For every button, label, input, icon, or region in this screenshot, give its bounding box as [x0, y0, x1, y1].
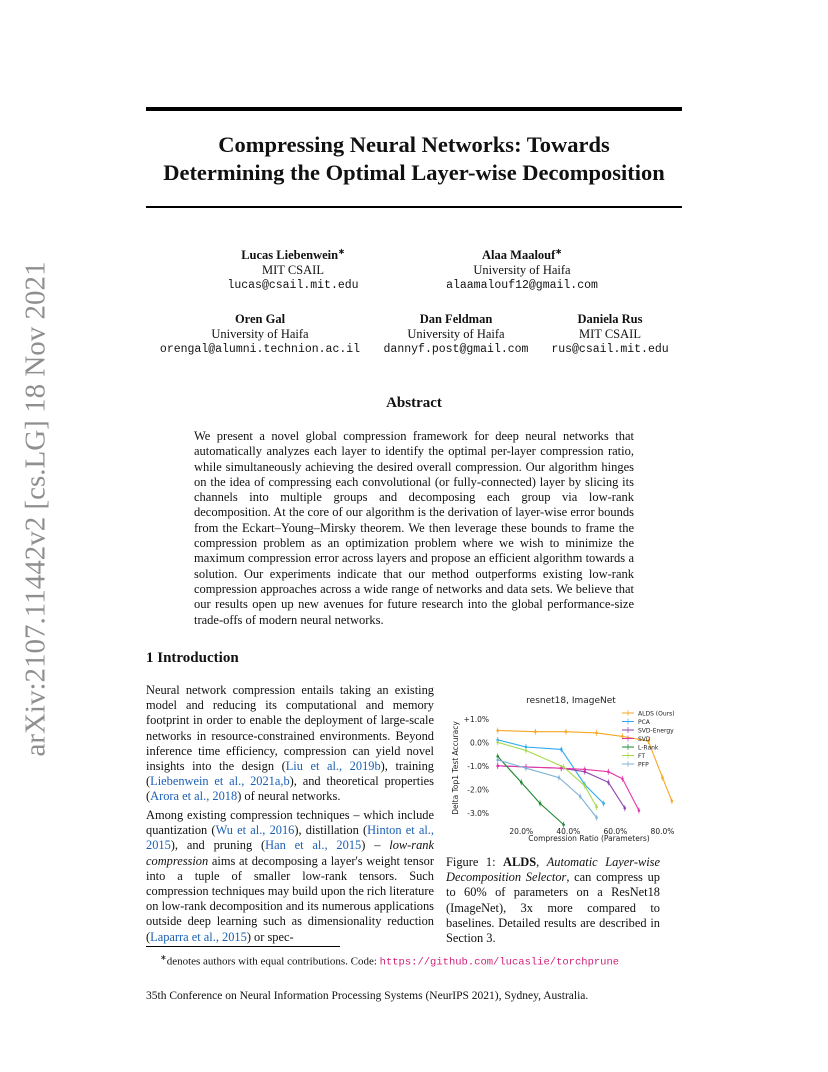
- author-affiliation: University of Haifa: [407, 327, 505, 341]
- figure-1: [446, 690, 686, 850]
- author-email: alaamalouf12@gmail.com: [446, 279, 598, 293]
- title-line-1: Compressing Neural Networks: Towards: [218, 132, 610, 157]
- data-point: [607, 781, 610, 784]
- data-point: [496, 729, 499, 732]
- data-point: [595, 816, 598, 819]
- figure-1-chart: [446, 690, 686, 850]
- x-tick-label: 20.0%: [509, 827, 534, 836]
- citation-link[interactable]: Liebenwein et al., 2021a,b: [150, 774, 290, 789]
- data-point: [560, 748, 563, 751]
- y-tick-label: -3.0%: [467, 808, 489, 818]
- y-tick-label: -2.0%: [467, 785, 489, 795]
- author-email: dannyf.post@gmail.com: [383, 343, 529, 356]
- data-point: [496, 759, 499, 762]
- x-tick-label: 80.0%: [650, 827, 675, 836]
- author-name: Lucas Liebenwein∗: [241, 247, 345, 263]
- series-line-7: [498, 760, 597, 818]
- citation-link[interactable]: Hinton et al., 2015: [146, 823, 434, 853]
- author-name: Oren Gal: [234, 312, 286, 326]
- legend-label: FT: [638, 753, 646, 760]
- data-point: [583, 768, 586, 771]
- author-affiliation: MIT CSAIL: [262, 263, 324, 278]
- author-affiliation: MIT CSAIL: [579, 327, 641, 341]
- citation-link[interactable]: Wu et al., 2016: [215, 823, 295, 838]
- data-point: [661, 776, 664, 779]
- author-block-1: [173, 244, 413, 293]
- data-point: [621, 777, 624, 780]
- citation-link[interactable]: Liu et al., 2019b: [285, 759, 381, 774]
- data-point: [595, 732, 598, 735]
- data-point: [525, 767, 528, 770]
- data-point: [565, 730, 568, 733]
- author-block-2: [402, 244, 642, 293]
- author-email: orengal@alumni.technion.ac.il: [159, 343, 361, 356]
- series-line-4: [498, 766, 639, 811]
- data-point: [560, 767, 563, 770]
- y-tick-label: 0.0%: [469, 738, 489, 748]
- series-line-2: [498, 740, 604, 804]
- data-point: [496, 741, 499, 744]
- citation-link[interactable]: Laparra et al., 2015: [150, 929, 247, 944]
- intro-heading: 1 Introduction: [146, 650, 239, 666]
- data-point: [520, 781, 523, 784]
- y-tick-label: -1.0%: [467, 761, 489, 771]
- data-point: [607, 770, 610, 773]
- legend-label: ALDS (Ours): [638, 710, 675, 718]
- legend-label: PFP: [638, 761, 649, 769]
- author-email: lucas@csail.mit.edu: [227, 279, 359, 293]
- legend-label: PCA: [638, 719, 650, 726]
- citation-link[interactable]: Arora et al., 2018: [150, 789, 238, 804]
- data-point: [496, 765, 499, 768]
- legend-label: SVD: [638, 736, 651, 743]
- x-tick-label: 40.0%: [556, 827, 581, 836]
- paper-title: [120, 131, 708, 187]
- data-point: [558, 776, 561, 779]
- intro-paragraph-1: Neural network compression entails taking an existing model and reducing its computational and memory footprint in order to enable the deployment of large-scale networks in resource-constrained environments. Beyond inference time efficiency, compression can yield novel insights into the design (Liu et al., 2019b), training (Liebenwein et al., 2021a,b), and theoretical properties (Arora et al., 2018) of neural networks.: [146, 683, 434, 804]
- data-point: [534, 730, 537, 733]
- data-point: [579, 795, 582, 798]
- abstract-heading: Abstract: [386, 395, 442, 411]
- data-point: [602, 802, 605, 805]
- data-point: [621, 735, 624, 738]
- intro-paragraph-2: Among existing compression techniques – which include quantization (Wu et al., 2016), distillation (Hinton et al., 2015), and pruning (Han et al., 2015) – low-rank compression aims at decomposing a layer's weight tensor into a tuple of smaller low-rank tensors. Such compression techniques may build upon the rich literature on low-rank decomposition and its numerous applications outside deep learning such as dimensionality reduction (Laparra et al., 2015) or spec-: [146, 808, 435, 944]
- author-affiliation: University of Haifa: [473, 263, 571, 278]
- author-name: Dan Feldman: [419, 312, 493, 326]
- chart-x-axis-label: Compression Ratio (Parameters): [528, 834, 650, 843]
- author-email: rus@csail.mit.edu: [551, 343, 669, 356]
- data-point: [638, 809, 641, 812]
- chart-legend: [622, 710, 675, 769]
- author-block-5: [490, 312, 730, 357]
- author-affiliation: University of Haifa: [211, 327, 309, 341]
- title-line-2: Determining the Optimal Layer-wise Decomposition: [163, 160, 665, 185]
- title-top-rule: [146, 107, 682, 111]
- data-point: [539, 802, 542, 805]
- data-point: [562, 823, 565, 826]
- chart-y-axis-label: Delta Top1 Test Accuracy: [451, 721, 460, 815]
- legend-label: SVD-Energy: [638, 727, 674, 735]
- footnote: ∗denotes authors with equal contributions. Code: https://github.com/lucaslie/torchprune: [160, 953, 620, 969]
- legend-label: L-Rank: [638, 744, 659, 752]
- y-tick-label: +1.0%: [463, 714, 489, 724]
- data-point: [671, 800, 674, 803]
- chart-title: resnet18, ImageNet: [526, 696, 616, 706]
- data-point: [624, 807, 627, 810]
- data-point: [525, 749, 528, 752]
- code-link[interactable]: https://github.com/lucaslie/torchprune: [379, 956, 620, 969]
- data-point: [595, 806, 598, 809]
- conference-note: 35th Conference on Neural Information Processing Systems (NeurIPS 2021), Sydney, Australia.: [146, 990, 589, 1002]
- title-bottom-rule: [146, 206, 682, 208]
- author-name: Alaa Maalouf∗: [482, 247, 562, 263]
- citation-link[interactable]: Han et al., 2015: [265, 838, 362, 853]
- data-point: [583, 785, 586, 788]
- figure-caption: Figure 1: ALDS, Automatic Layer-wise Decomposition Selector, can compress up to 60% of parameters on a ResNet18 (ImageNet), 3x more compared to baselines. Detailed results are described in Section 3.: [446, 855, 661, 946]
- x-tick-label: 60.0%: [603, 827, 628, 836]
- footnote-rule: [146, 946, 340, 947]
- abstract-text: We present a novel global compression framework for deep neural networks that automatically analyzes each layer to identify the optimal per-layer compression ratio, while simultaneously achieving the desired overall compression. Our algorithm hinges on the idea of compressing each convolutional (or fully-connected) layer by slicing its channels into multiple groups and decomposing each group via low-rank decomposition. At the core of our algorithm is the derivation of layer-wise error bounds from the Eckart–Young–Mirsky theorem. We then leverage these bounds to frame the compression problem as an optimization problem where we wish to minimize the maximum compression error across layers and propose an efficient algorithm towards a solution. Our experiments indicate that our method outperforms existing low-rank compression approaches across a wide range of networks and data sets. We believe that our results open up new avenues for future research into the global performance-size trade-offs of modern neural networks.: [194, 429, 634, 627]
- data-point: [562, 766, 565, 769]
- arxiv-stamp-text: arXiv:2107.11442v2 [cs.LG] 18 Nov 2021: [19, 261, 52, 757]
- author-name: Daniela Rus: [577, 312, 643, 326]
- series-line-3: [498, 766, 625, 808]
